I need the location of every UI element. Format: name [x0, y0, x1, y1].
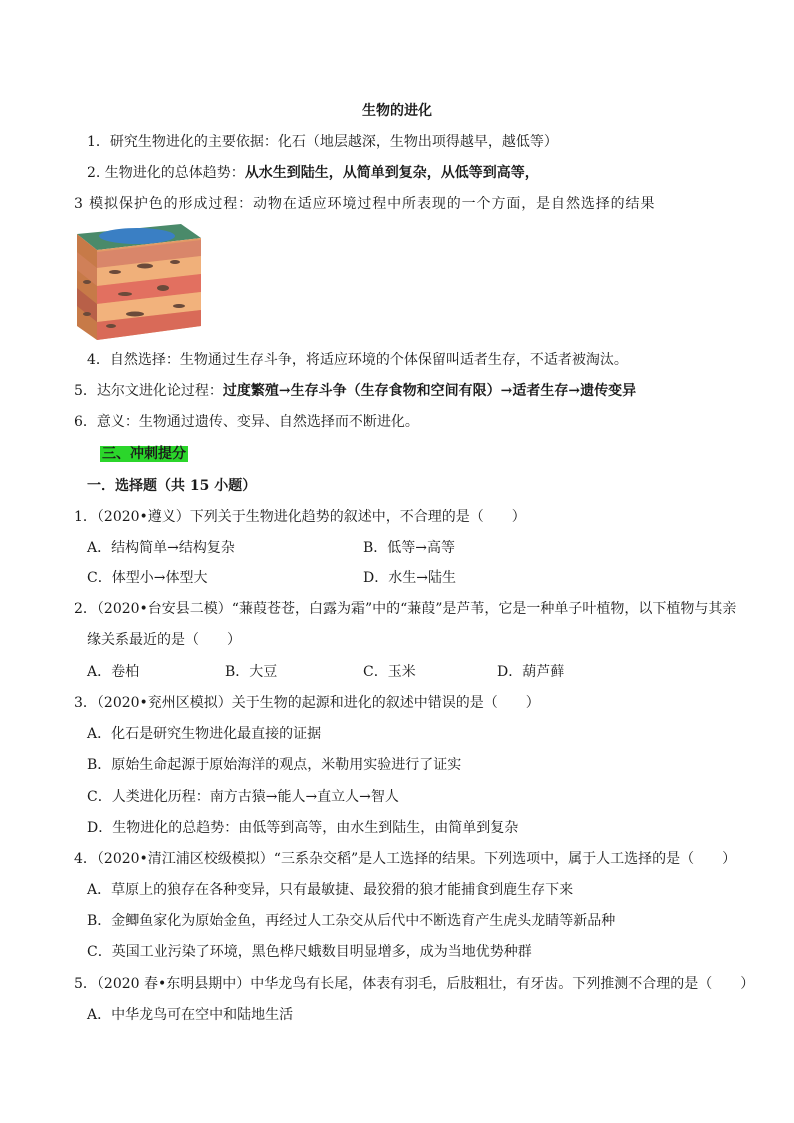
paragraph-2-bold: 从水生到陆生，从简单到复杂，从低等到高等，: [244, 165, 539, 181]
question-1-option-d[interactable]: D．水生→陆生: [363, 570, 456, 586]
page-title: 生物的进化: [362, 103, 432, 119]
question-4-option-a[interactable]: A．草原上的狼存在各种变异，只有最敏捷、最狡猾的狼才能捕食到鹿生存下来: [87, 882, 574, 898]
question-2-stem: 2．（2020•台安县二模）“蒹葭苍苍，白露为霜”中的“蒹葭”是芦苇，它是一种单子叶植物，以下植物与其亲: [74, 601, 737, 617]
question-5-option-a[interactable]: A．中华龙鸟可在空中和陆地生活: [87, 1007, 294, 1023]
question-3-option-d[interactable]: D．生物进化的总趋势：由低等到高等，由水生到陆生，由简单到复杂: [87, 820, 519, 836]
subsection-heading: 一．选择题（共 15 小题）: [87, 478, 257, 494]
paragraph-3: 3 模拟保护色的形成过程：动物在适应环境过程中所表现的一个方面，是自然选择的结果: [74, 196, 656, 212]
paragraph-2: [87, 163, 539, 183]
question-3-option-c[interactable]: C．人类进化历程：南方古猿→能人→直立人→智人: [87, 789, 399, 805]
question-3-option-b[interactable]: B．原始生命起源于原始海洋的观点，米勒用实验进行了证实: [87, 757, 462, 773]
question-2-option-a[interactable]: A．卷柏: [87, 664, 140, 680]
question-2-stem-cont: 缘关系最近的是（ ）: [87, 632, 241, 648]
question-5-stem: 5．（2020 春•东明县期中）中华龙鸟有长尾，体表有羽毛，后肢粗壮，有牙齿。下列推测不合理的是（ ）: [74, 976, 755, 992]
question-3-stem: 3．（2020•兖州区模拟）关于生物的起源和进化的叙述中错误的是（ ）: [74, 695, 540, 711]
question-3-option-a[interactable]: A．化石是研究生物进化最直接的证据: [87, 726, 322, 742]
question-2-option-d[interactable]: D．葫芦藓: [497, 664, 565, 680]
paragraph-6: 6．意义：生物通过遗传、变异、自然选择而不断进化。: [74, 414, 419, 430]
question-2-option-c[interactable]: C．玉米: [363, 664, 416, 680]
question-4-option-c[interactable]: C．英国工业污染了环境，黑色桦尺蛾数目明显增多，成为当地优势种群: [87, 944, 532, 960]
question-4-stem: 4．（2020•清江浦区校级模拟）“三系杂交稻”是人工选择的结果。下列选项中，属于人工选择的是（ ）: [74, 851, 737, 867]
question-2-option-b[interactable]: B．大豆: [225, 664, 278, 680]
paragraph-4: 4．自然选择：生物通过生存斗争，将适应环境的个体保留叫适者生存，不适者被淘汰。: [87, 352, 628, 368]
question-1-option-b[interactable]: B．低等→高等: [363, 540, 456, 556]
question-1-option-c[interactable]: C．体型小→体型大: [87, 570, 208, 586]
question-4-option-b[interactable]: B．金鲫鱼家化为原始金鱼，再经过人工杂交从后代中不断选育产生虎头龙睛等新品种: [87, 913, 616, 929]
question-1-stem: 1．（2020•遵义）下列关于生物进化趋势的叙述中，不合理的是（ ）: [74, 509, 526, 525]
question-1-option-a[interactable]: A．结构简单→结构复杂: [87, 540, 235, 556]
rock-strata-fossil-illustration: [75, 222, 203, 342]
paragraph-5-bold: 过度繁殖→生存斗争（生存食物和空间有限）→适者生存→遗传变异: [222, 383, 637, 399]
section-heading: [100, 444, 188, 464]
paragraph-1: 1．研究生物进化的主要依据：化石（地层越深，生物出项得越早，越低等）: [87, 134, 558, 150]
paragraph-5-prefix: 5．达尔文进化论过程：: [74, 383, 223, 399]
section-heading-highlight: 三、冲刺提分: [102, 446, 186, 462]
paragraph-5: [74, 381, 636, 401]
paragraph-2-prefix: 2. 生物进化的总体趋势：: [87, 165, 245, 181]
